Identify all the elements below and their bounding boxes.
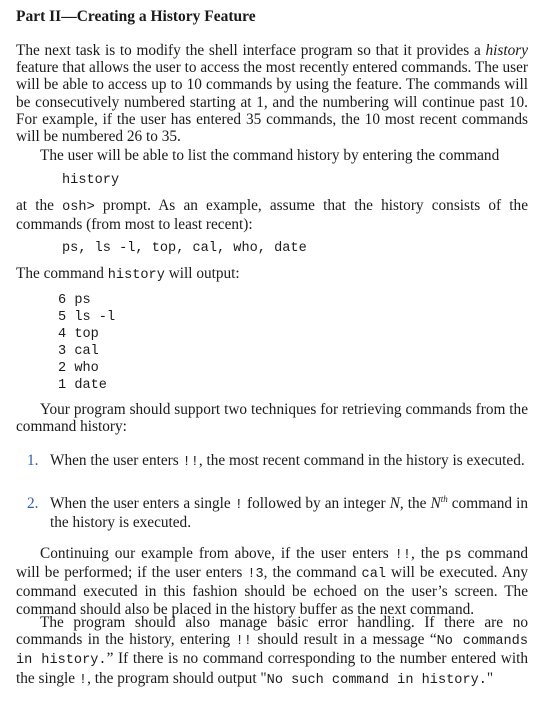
history-emphasis: history <box>485 42 528 59</box>
history-line: 4 top <box>58 327 99 342</box>
intro-paragraph: The next task is to modify the shell interface program so that it provides a history feature that allows the user to access the most recently entered commands. The user will be able to access up to 10 commands by using the feature. The commands will be consecutively numbered starting at 1, and the numbering will continue past 10. For example, if the user has entered 35 commands, the 10 most recent commands will be numbered 26 to 35. <box>16 42 528 146</box>
osh-prompt: osh> <box>62 200 95 215</box>
history-line: 1 date <box>58 378 107 393</box>
prompt-paragraph: at the osh> prompt. As an example, assume that the history consists of the commands (from most to least recent): <box>16 197 528 234</box>
history-line: 3 cal <box>58 344 99 359</box>
section-heading: Part II—Creating a History Feature <box>16 8 256 25</box>
list-item: 1. When the user enters !!, the most recent command in the history is executed. <box>27 452 525 470</box>
techniques-paragraph: Your program should support two techniques for retrieving commands from the command history: <box>16 401 528 436</box>
history-output-block <box>58 292 115 394</box>
example-command-list: ps, ls -l, top, cal, who, date <box>62 241 307 256</box>
list-number: 1. <box>27 452 39 469</box>
history-line: 2 who <box>58 361 99 376</box>
error-handling-paragraph: The program should also manage basic error handling. If there are no commands in the history, entering !! should result in a message “No commands in history.” If there is no command corresponding to the number entered with the single !, the program should output "No such command in history." <box>16 614 529 688</box>
output-intro-paragraph: The command history will output: <box>16 265 240 283</box>
history-line: 6 ps <box>58 293 91 308</box>
history-command-example: history <box>62 173 120 188</box>
list-history-paragraph: The user will be able to list the command history by entering the command <box>40 147 500 164</box>
history-line: 5 ls -l <box>58 310 116 325</box>
continuing-example-paragraph: Continuing our example from above, if the user enters !!, the ps command will be performed; if the user enters !3, the command cal will be executed. Any command executed in this fashion should be echoed on the user’s screen. The command should also be placed in the history buffer as the next command. <box>16 545 528 618</box>
list-item: 2. When the user enters a single ! followed by an integer N, the $N^{th}$ command in the history is executed. <box>27 494 529 532</box>
list-number: 2. <box>27 495 39 512</box>
